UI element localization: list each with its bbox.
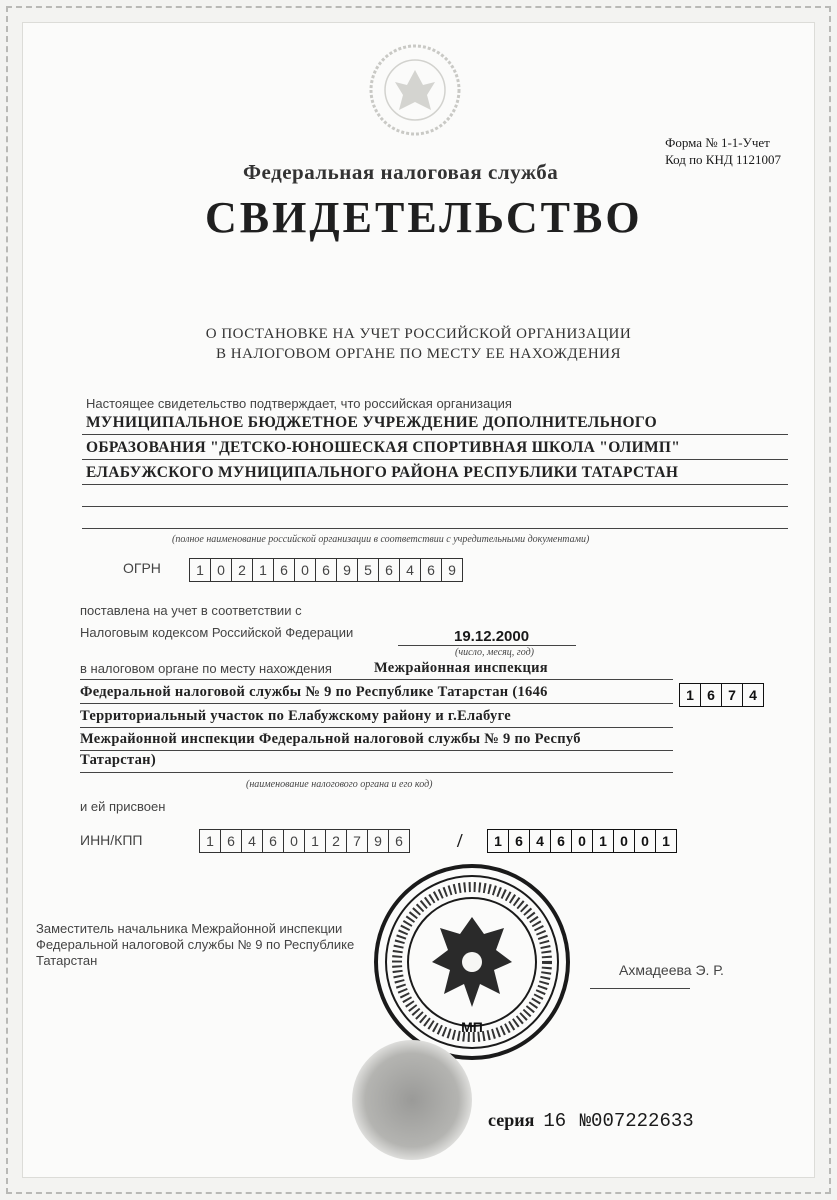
digit-cell: 0	[283, 829, 305, 853]
form-number: Форма № 1-1-Учет	[665, 135, 770, 150]
digit-cell: 1	[487, 829, 509, 853]
signatory-position-2: Федеральной налоговой службы № 9 по Республике	[36, 937, 355, 952]
digit-cell: 6	[378, 558, 400, 582]
underline	[398, 645, 576, 646]
digit-cell: 4	[742, 683, 764, 707]
digit-cell: 6	[700, 683, 722, 707]
org-name-hint: (полное наименование российской организации в соответствии с учредительными документами)	[172, 534, 590, 545]
org-name-line-2: ОБРАЗОВАНИЯ "ДЕТСКО-ЮНОШЕСКАЯ СПОРТИВНАЯ ШКОЛА "ОЛИМП"	[86, 439, 681, 456]
digit-cell: 5	[357, 558, 379, 582]
signatory-position-1: Заместитель начальника Межрайонной инспекции	[36, 921, 343, 936]
form-info	[665, 134, 781, 168]
assigned-text: и ей присвоен	[80, 799, 166, 814]
digit-cell: 9	[367, 829, 389, 853]
subtitle-line-1: О ПОСТАНОВКЕ НА УЧЕТ РОССИЙСКОЙ ОРГАНИЗАЦИИ	[205, 326, 632, 342]
series-number: 16	[543, 1110, 567, 1132]
digit-cell: 1	[199, 829, 221, 853]
inn-digits	[200, 829, 410, 853]
digit-cell: 6	[508, 829, 530, 853]
service-name: Федеральная налоговая служба	[243, 160, 559, 184]
signatory-position-3: Татарстан	[36, 953, 98, 968]
digit-cell: 6	[420, 558, 442, 582]
authority-line-4: Межрайонной инспекции Федеральной налоговой службы № 9 по Респуб	[80, 731, 581, 747]
inn-kpp-label: ИНН/КПП	[80, 832, 143, 848]
digit-cell: 1	[252, 558, 274, 582]
kpp-digits	[488, 829, 677, 853]
inn-kpp-separator: /	[457, 830, 463, 852]
digit-cell: 6	[273, 558, 295, 582]
underline	[80, 679, 673, 680]
registration-date: 19.12.2000	[454, 628, 530, 645]
underline	[82, 506, 788, 507]
digit-cell: 0	[210, 558, 232, 582]
digit-cell: 7	[346, 829, 368, 853]
underline	[80, 703, 673, 704]
signature-line	[590, 988, 690, 989]
digit-cell: 0	[571, 829, 593, 853]
authority-line-3: Территориальный участок по Елабужскому району и г.Елабуге	[80, 708, 512, 724]
digit-cell: 4	[529, 829, 551, 853]
emblem-top-icon	[365, 40, 465, 140]
digit-cell: 0	[294, 558, 316, 582]
certificate-number: №007222633	[579, 1110, 694, 1132]
digit-cell: 2	[325, 829, 347, 853]
digit-cell: 1	[655, 829, 677, 853]
ogrn-label: ОГРН	[123, 560, 161, 576]
digit-cell: 6	[550, 829, 572, 853]
subtitle-line-2: В НАЛОГОВОМ ОРГАНЕ ПО МЕСТУ ЕЕ НАХОЖДЕНИЯ	[216, 346, 621, 362]
digit-cell: 4	[399, 558, 421, 582]
underline	[80, 727, 673, 728]
authority-line-2: Федеральной налоговой службы № 9 по Республике Татарстан (1646	[80, 684, 548, 700]
series-label: серия	[488, 1110, 535, 1130]
digit-cell: 6	[262, 829, 284, 853]
digit-cell: 1	[189, 558, 211, 582]
authority-intro: в налоговом органе по месту нахождения	[80, 661, 332, 676]
underline	[82, 528, 788, 529]
authority-line-5: Татарстан)	[80, 752, 156, 768]
registration-text-2: Налоговым кодексом Российской Федерации	[80, 625, 354, 640]
digit-cell: 1	[592, 829, 614, 853]
knd-code: Код по КНД 1121007	[665, 152, 781, 167]
underline	[82, 434, 788, 435]
signatory-name: Ахмадеева Э. Р.	[619, 962, 724, 978]
digit-cell: 1	[679, 683, 701, 707]
authority-hint: (наименование налогового органа и его код)	[246, 779, 433, 790]
digit-cell: 6	[315, 558, 337, 582]
page-title: СВИДЕТЕЛЬСТВО	[205, 193, 643, 242]
digit-cell: 6	[220, 829, 242, 853]
digit-cell: 0	[634, 829, 656, 853]
ogrn-digits	[190, 558, 463, 582]
seal-label: МП	[461, 1019, 483, 1035]
digit-cell: 1	[304, 829, 326, 853]
org-name-line-3: ЕЛАБУЖСКОГО МУНИЦИПАЛЬНОГО РАЙОНА РЕСПУБЛИКИ ТАТАРСТАН	[86, 464, 679, 481]
digit-cell: 6	[388, 829, 410, 853]
underline	[80, 750, 673, 751]
digit-cell: 2	[231, 558, 253, 582]
digit-cell: 0	[613, 829, 635, 853]
digit-cell: 9	[336, 558, 358, 582]
date-hint: (число, месяц, год)	[455, 647, 534, 658]
embossed-seal	[352, 1040, 472, 1160]
digit-cell: 9	[441, 558, 463, 582]
series-block	[488, 1110, 694, 1132]
digit-cell: 7	[721, 683, 743, 707]
authority-code-digits	[680, 683, 764, 707]
underline	[80, 772, 673, 773]
underline	[82, 459, 788, 460]
underline	[82, 484, 788, 485]
official-seal-icon	[372, 862, 572, 1062]
registration-text-1: поставлена на учет в соответствии с	[80, 603, 302, 618]
digit-cell: 4	[241, 829, 263, 853]
authority-line-1: Межрайонная инспекция	[374, 660, 548, 676]
org-name-line-1: МУНИЦИПАЛЬНОЕ БЮДЖЕТНОЕ УЧРЕЖДЕНИЕ ДОПОЛНИТЕЛЬНОГО	[86, 414, 657, 431]
intro-text: Настоящее свидетельство подтверждает, что российская организация	[86, 396, 512, 411]
